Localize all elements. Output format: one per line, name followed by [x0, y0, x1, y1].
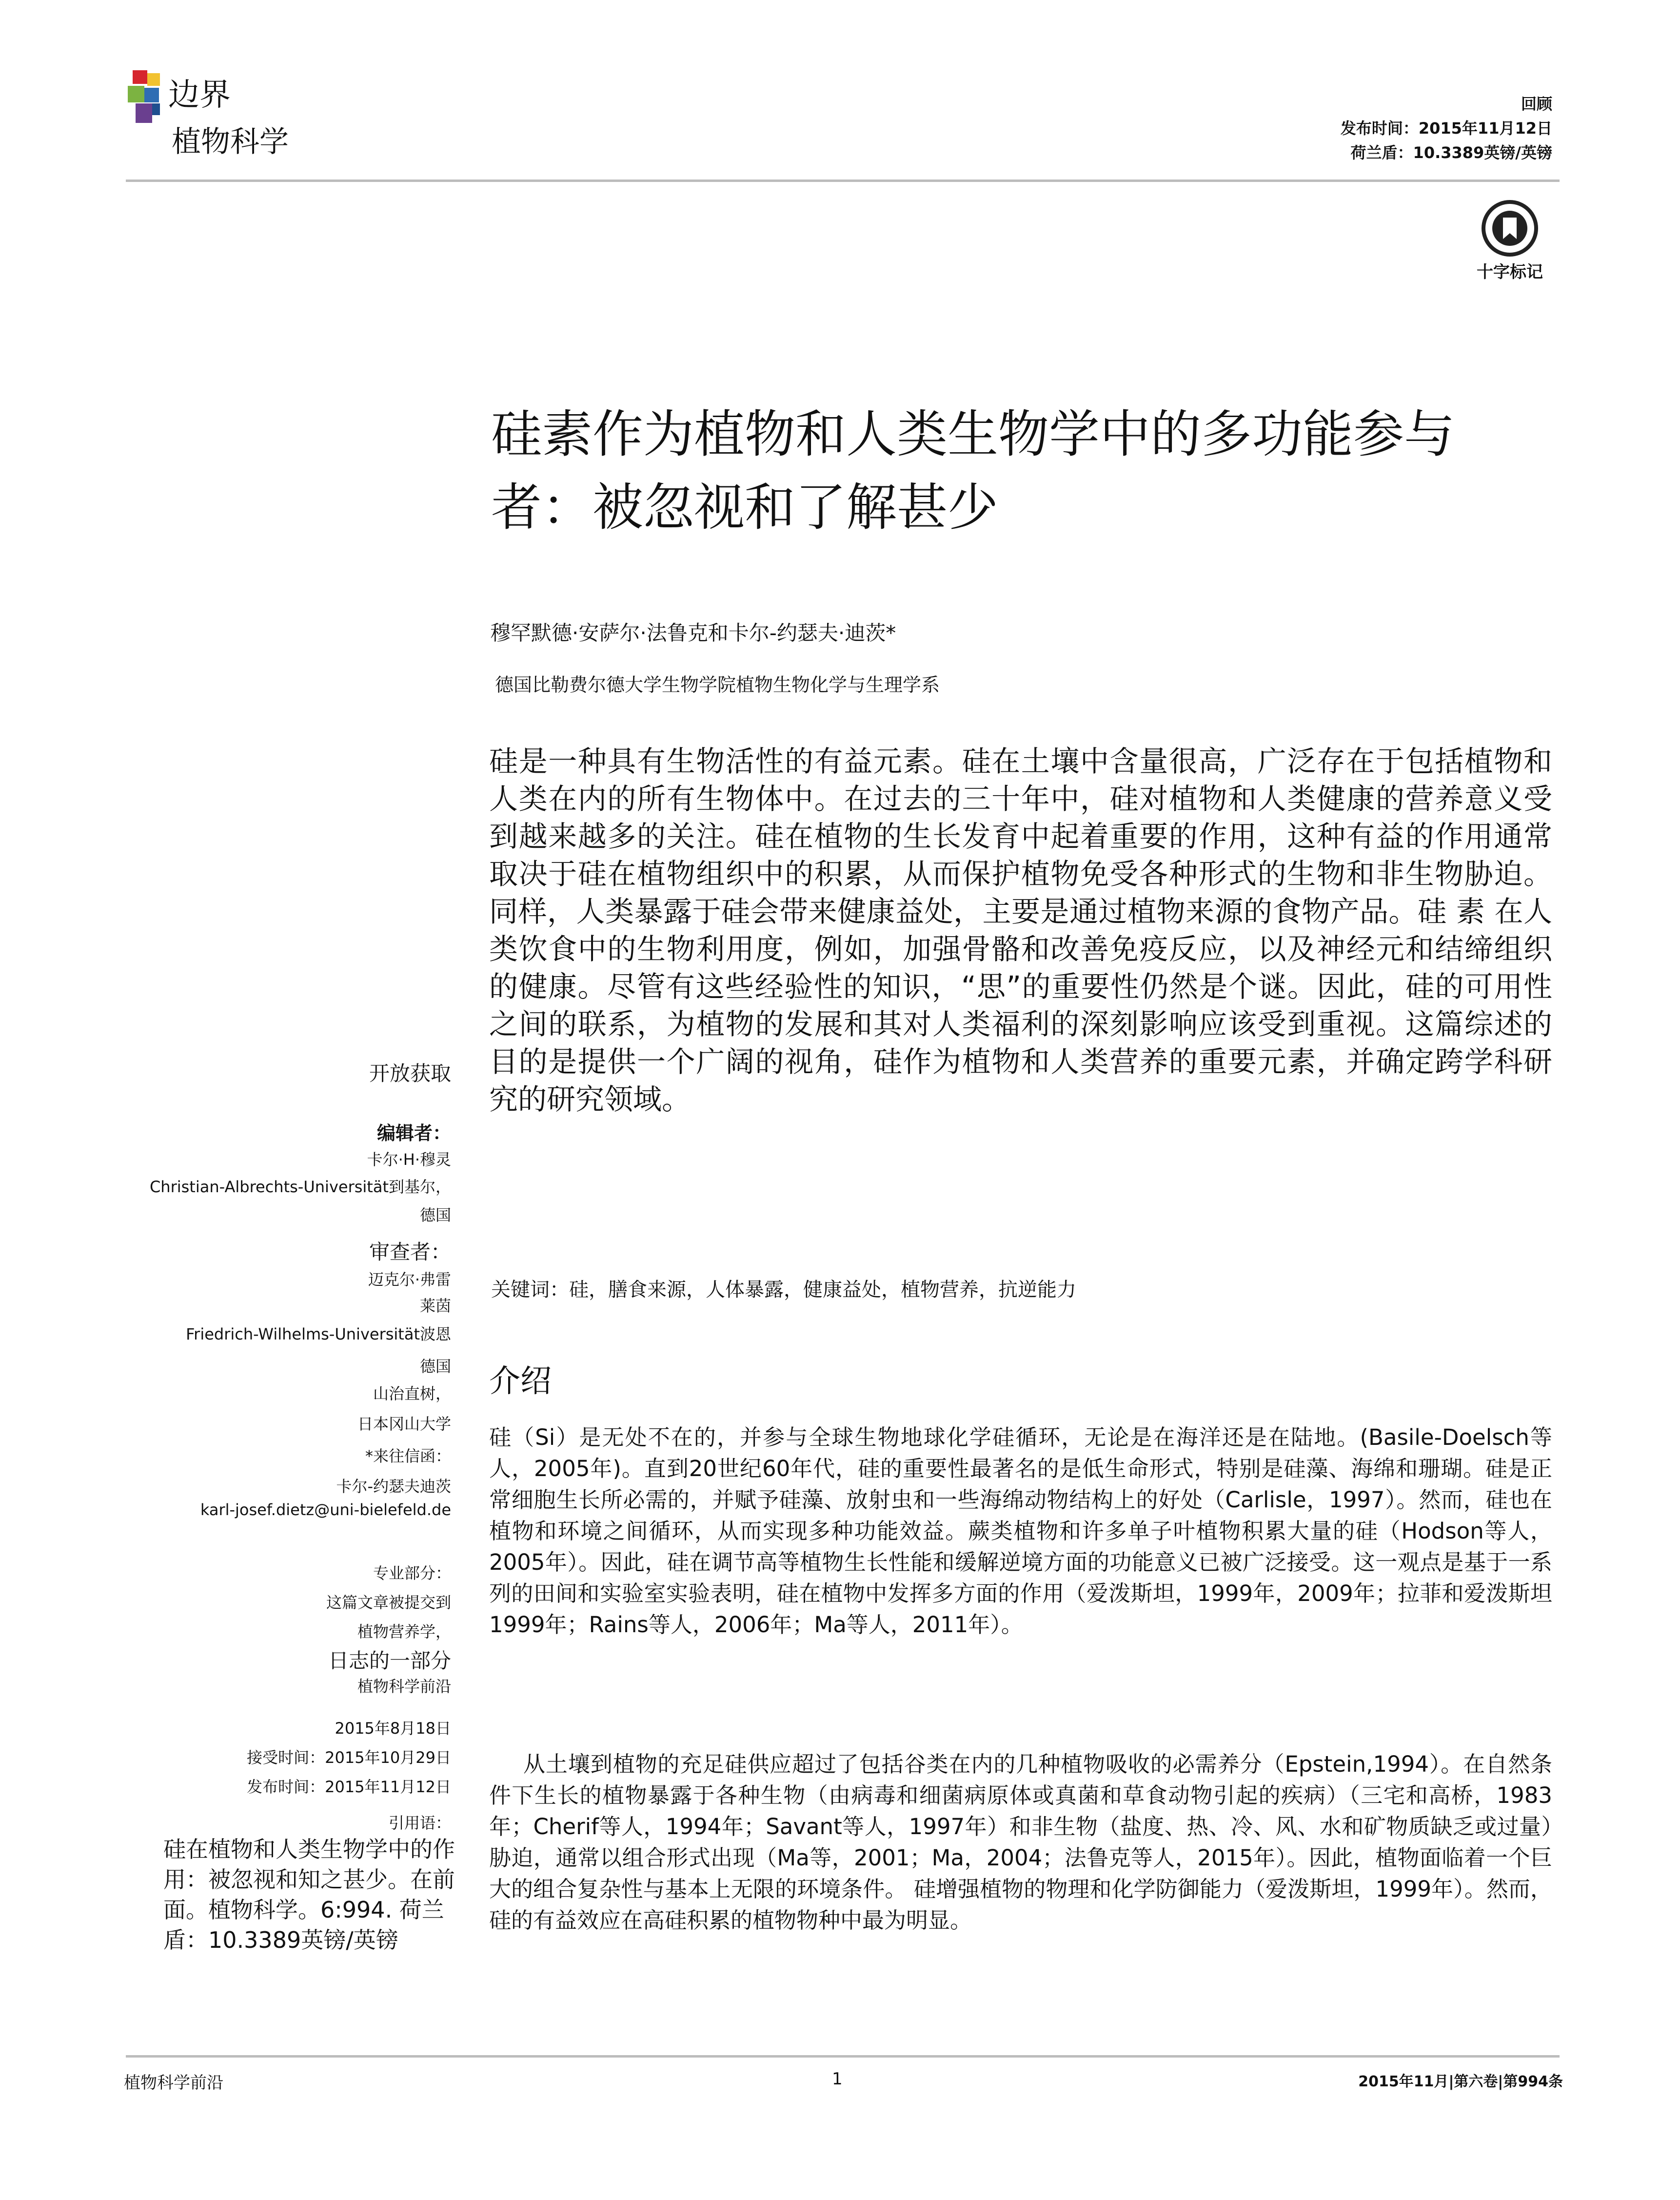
editor-affiliation: Christian-Albrechts-Universität到基尔，: [149, 1178, 451, 1196]
footer-issue-info: 2015年11月|第六卷|第994条: [1358, 2073, 1563, 2090]
specialty-section-line2: 植物营养学，: [357, 1622, 451, 1641]
article-title: 硅素作为植物和人类生物学中的多功能参与者：被忽视和了解甚少: [491, 404, 1455, 537]
header-divider: [126, 180, 1560, 182]
accepted-date: 接受时间：2015年10月29日: [247, 1748, 451, 1767]
specialty-section-line3: 日志的一部分: [328, 1649, 451, 1673]
reviewer1-name-cont: 莱茵: [419, 1297, 451, 1315]
journal-name-line1: 边界: [168, 77, 231, 113]
published-date-header: 发布时间：2015年11月12日: [1340, 119, 1552, 138]
reviewer2-affiliation: 日本冈山大学: [357, 1415, 451, 1433]
received-date: 2015年8月18日: [335, 1719, 451, 1738]
reviewer2-name: 山治直树，: [373, 1384, 451, 1403]
reviewer1-country: 德国: [419, 1357, 451, 1376]
reviewer1-affiliation: Friedrich-Wilhelms-Universität波恩: [186, 1325, 451, 1343]
correspondence-label: *来往信函：: [365, 1447, 451, 1465]
crossmark-label: 十字标记: [1477, 262, 1543, 282]
intro-paragraph-2: 从土壤到植物的充足硅供应超过了包括谷类在内的几种植物吸收的必需养分（Epstein,1994）。在自然条件下生长的植物暴露于各种生物（由病毒和细菌病原体或真菌和草食动物引起的疾病）（三宅和高桥，1983年；Cherif等人，1994年；Savant等人，1997年）和非生物（盐度、热、冷、风、水和矿物质缺乏或过量）胁迫，通常以组合形式出现（Ma等，2001；Ma，2004；法鲁克等人，2015年）。因此，植物面临着一个巨大的组合复杂性与基本上无限的环境条件。 硅增强植物的物理和化学防御能力（爱泼斯坦，1999年）。然而，硅的有益效应在高硅积累的植物物种中最为明显。: [489, 1751, 1552, 1933]
specialty-section-label: 专业部分：: [373, 1564, 451, 1582]
editor-country: 德国: [419, 1206, 451, 1224]
crossmark-icon: [1481, 199, 1539, 258]
footer-divider: [126, 2055, 1560, 2058]
editor-label: 编辑者：: [376, 1122, 451, 1144]
open-access-label: 开放获取: [369, 1061, 451, 1085]
page-number: 1: [832, 2069, 843, 2089]
journal-name-line2: 植物科学: [172, 125, 289, 159]
abstract-text: 硅是一种具有生物活性的有益元素。硅在土壤中含量很高，广泛存在于包括植物和人类在内的所有生物体中。在过去的三十年中，硅对植物和人类健康的营养意义受到越来越多的关注。硅在植物的生长发育中起着重要的作用，这种有益的作用通常取决于硅在植物组织中的积累，从而保护植物免受各种形式的生物和非生物胁迫。同样，人类暴露于硅会带来健康益处，主要是通过植物来源的食物产品。硅 素 在人类饮食中的生物利用度，例如，加强骨骼和改善免疫反应，以及神经元和结缔组织的健康。尽管有这些经验性的知识，“思”的重要性仍然是个谜。因此，硅的可用性之间的联系，为植物的发展和其对人类福利的深刻影响应该受到重视。这篇综述的目的是提供一个广阔的视角，硅作为植物和人类营养的重要元素，并确定跨学科研究的研究领域。: [489, 744, 1552, 1116]
author-affiliation: 德国比勒费尔德大学生物学院植物生物化学与生理学系: [495, 674, 940, 696]
published-date-sidebar: 发布时间：2015年11月12日: [247, 1778, 451, 1796]
section-heading-introduction: 介绍: [489, 1363, 552, 1400]
citation-text: 硅在植物和人类生物学中的作用：被忽视和知之甚少。在前面。植物科学。6:994. 荷兰盾：10.3389英镑/英镑: [163, 1836, 455, 1953]
article-meta-header: [1341, 92, 1552, 165]
specialty-section-line4: 植物科学前沿: [357, 1677, 451, 1696]
crossmark-badge[interactable]: [1477, 199, 1543, 282]
keywords: 关键词：硅，膳食来源，人体暴露，健康益处，植物营养，抗逆能力: [491, 1279, 1076, 1301]
intro-paragraph-1: 硅（Si）是无处不在的，并参与全球生物地球化学硅循环，无论是在海洋还是在陆地。(Basile-Doelsch等人，2005年)。直到20世纪60年代，硅的重要性最著名的是低生命形式，特别是硅藻、海绵和珊瑚。硅是正常细胞生长所必需的，并赋予硅藻、放射虫和一些海绵动物结构上的好处（Carlisle，1997）。然而，硅也在植物和环境之间循环，从而实现多种功能效益。蕨类植物和许多单子叶植物积累大量的硅（Hodson等人，2005年）。因此，硅在调节高等植物生长性能和缓解逆境方面的功能意义已被广泛接受。这一观点是基于一系列的田间和实验室实验表明，硅在植物中发挥多方面的作用（爱泼斯坦，1999年，2009年；拉菲和爱泼斯坦1999年；Rains等人，2006年；Ma等人，2011年）。: [489, 1424, 1552, 1638]
specialty-section-line1: 这篇文章被提交到: [326, 1593, 451, 1612]
editor-name: 卡尔·H·穆灵: [367, 1150, 451, 1169]
article-type: 回顾: [1521, 95, 1552, 113]
doi-header: 荷兰盾：10.3389英镑/英镑: [1350, 143, 1552, 162]
reviewers-label: 审查者：: [369, 1240, 451, 1264]
correspondence-name: 卡尔-约瑟夫迪茨: [336, 1477, 451, 1496]
footer-journal-name: 植物科学前沿: [124, 2073, 223, 2093]
reviewer1-name: 迈克尔·弗雷: [368, 1270, 451, 1289]
citation-label: 引用语：: [388, 1814, 451, 1832]
correspondence-email[interactable]: karl-josef.dietz@uni-bielefeld.de: [200, 1500, 451, 1519]
author-list: 穆罕默德·安萨尔·法鲁克和卡尔-约瑟夫·迪茨*: [490, 621, 896, 645]
